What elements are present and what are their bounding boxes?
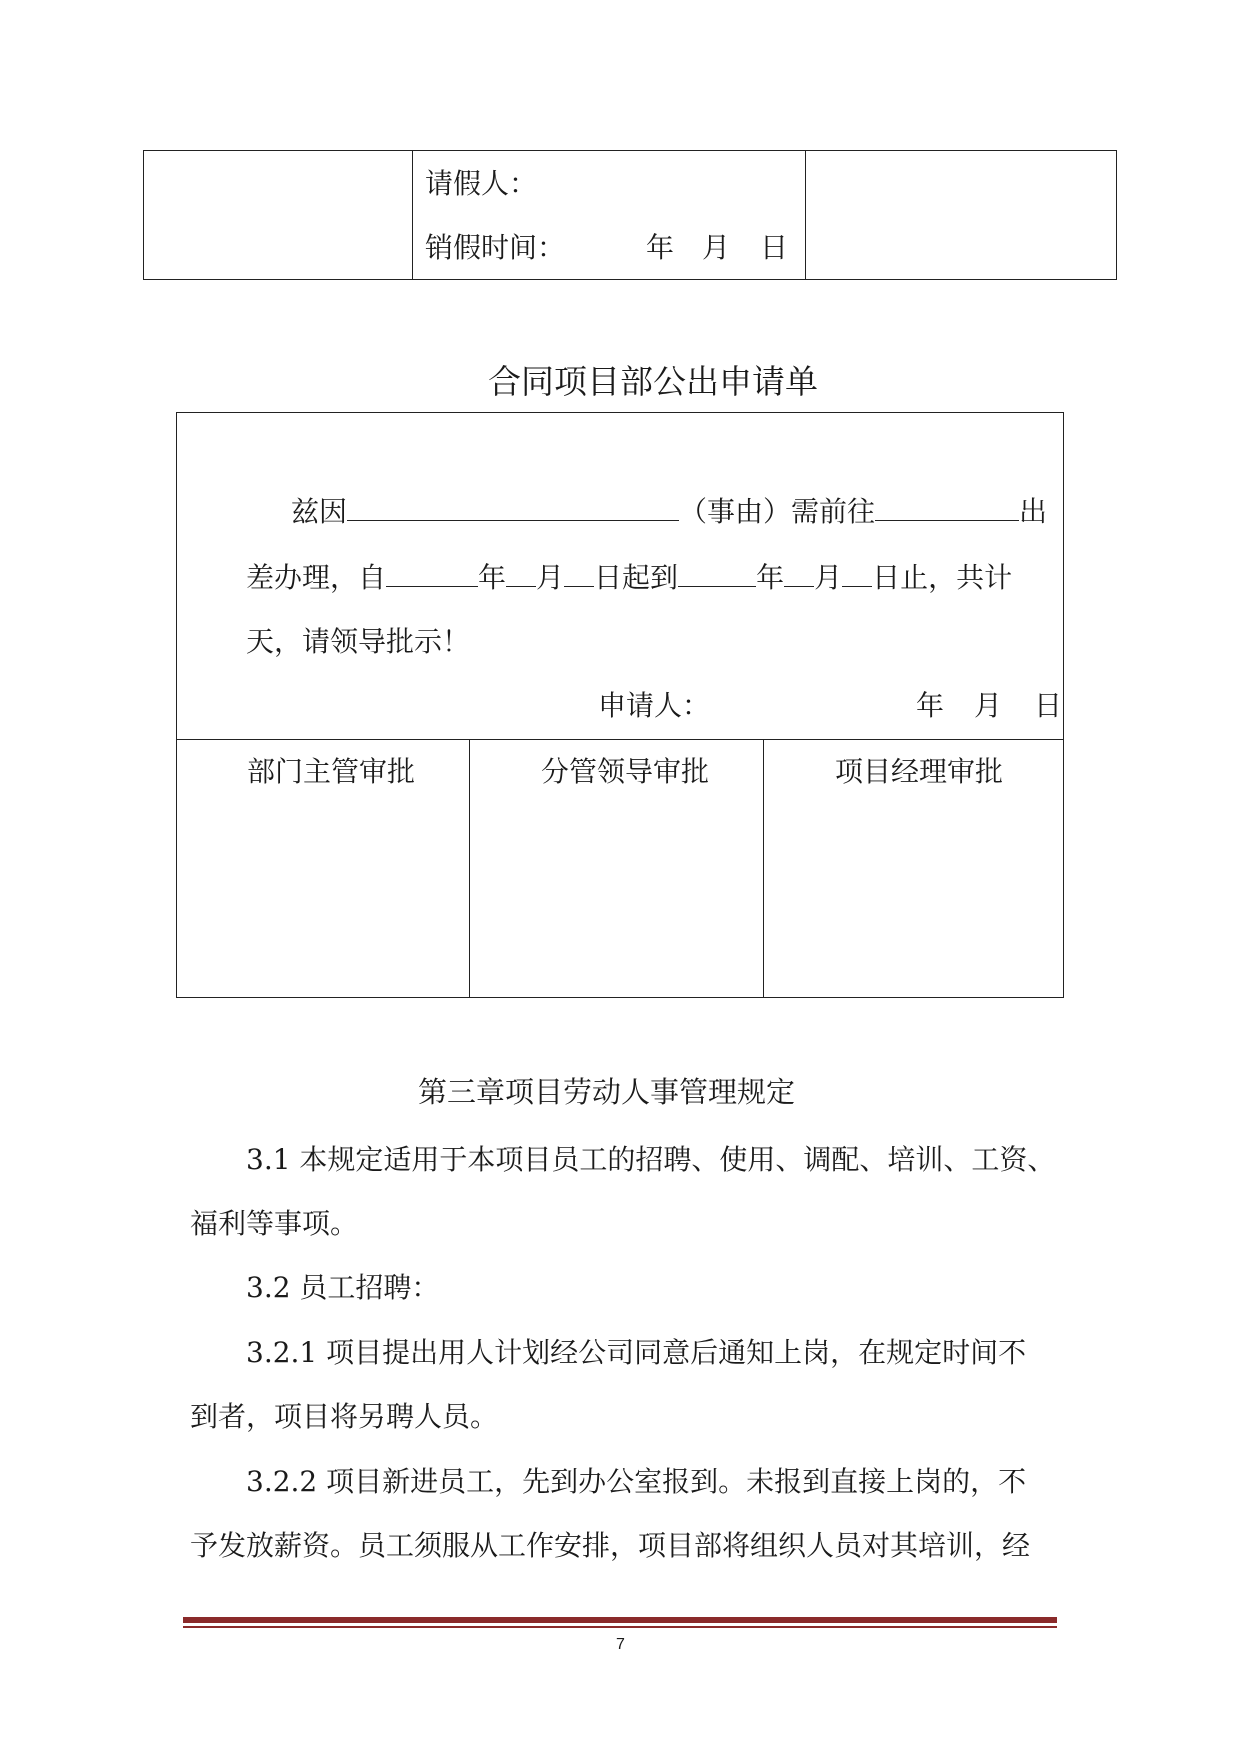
approval-divider [763, 739, 764, 997]
cancel-month-label: 月 [702, 231, 731, 264]
end-day-blank[interactable] [842, 562, 872, 587]
form-line-1 [291, 496, 1047, 526]
paragraph-line: 予发放薪资。员工须服从工作安排，项目部将组织人员对其培训，经 [190, 1529, 1031, 1562]
line2-text: 年 [756, 561, 785, 594]
applicant-month-label: 月 [974, 689, 1003, 722]
end-year-blank[interactable] [678, 562, 756, 587]
footer-rule-thin [183, 1626, 1057, 1628]
end-month-blank[interactable] [784, 562, 814, 587]
paragraph-line: 3.2 员工招聘： [246, 1271, 440, 1304]
form-title: 合同项目部公出申请单 [488, 362, 818, 401]
start-year-blank[interactable] [386, 562, 478, 587]
approval-divider [469, 739, 470, 997]
form-line-2 [246, 562, 1012, 592]
paragraph-line: 3.2.2 项目新进员工，先到办公室报到。未报到直接上岗的，不 [246, 1465, 1027, 1498]
paragraph-line: 3.1 本规定适用于本项目员工的招聘、使用、调配、培训、工资、 [246, 1143, 1056, 1176]
line2-text: 差办理，自 [246, 561, 387, 594]
footer-rule [183, 1617, 1057, 1623]
leave-form-table-continuation [143, 150, 1117, 280]
destination-blank[interactable] [875, 496, 1019, 521]
page-number: 7 [616, 1636, 625, 1653]
form-line-3: 天，请领导批示！ [246, 625, 471, 658]
table-divider [805, 151, 806, 279]
line2-text: 月 [536, 561, 565, 594]
applicant-day-label: 日 [1034, 689, 1063, 722]
requester-label: 请假人： [425, 167, 538, 200]
line2-text: 月 [814, 561, 843, 594]
paragraph-line: 到者，项目将另聘人员。 [190, 1400, 499, 1433]
applicant-label: 申请人： [598, 689, 711, 722]
line2-text: 日止，共计 [872, 561, 1013, 594]
project-manager-approval: 项目经理审批 [835, 755, 1004, 788]
line1-text: （事由）需前往 [679, 495, 876, 528]
cancel-year-label: 年 [646, 231, 675, 264]
paragraph-line: 福利等事项。 [190, 1207, 359, 1240]
paragraph-line: 3.2.1 项目提出用人计划经公司同意后通知上岗，在规定时间不 [246, 1336, 1027, 1369]
form-divider [177, 739, 1063, 740]
reason-blank[interactable] [347, 496, 679, 521]
cancel-day-label: 日 [760, 231, 789, 264]
division-leader-approval: 分管领导审批 [541, 755, 710, 788]
line2-text: 年 [478, 561, 507, 594]
line2-text: 日起到 [594, 561, 679, 594]
start-day-blank[interactable] [564, 562, 594, 587]
line1-text: 出 [1019, 495, 1048, 528]
table-divider [412, 151, 413, 279]
department-head-approval: 部门主管审批 [247, 755, 416, 788]
chapter-title: 第三章项目劳动人事管理规定 [418, 1075, 796, 1109]
applicant-year-label: 年 [916, 689, 945, 722]
cancel-time-label: 销假时间： [425, 231, 566, 264]
line1-text: 兹因 [291, 495, 348, 528]
start-month-blank[interactable] [506, 562, 536, 587]
